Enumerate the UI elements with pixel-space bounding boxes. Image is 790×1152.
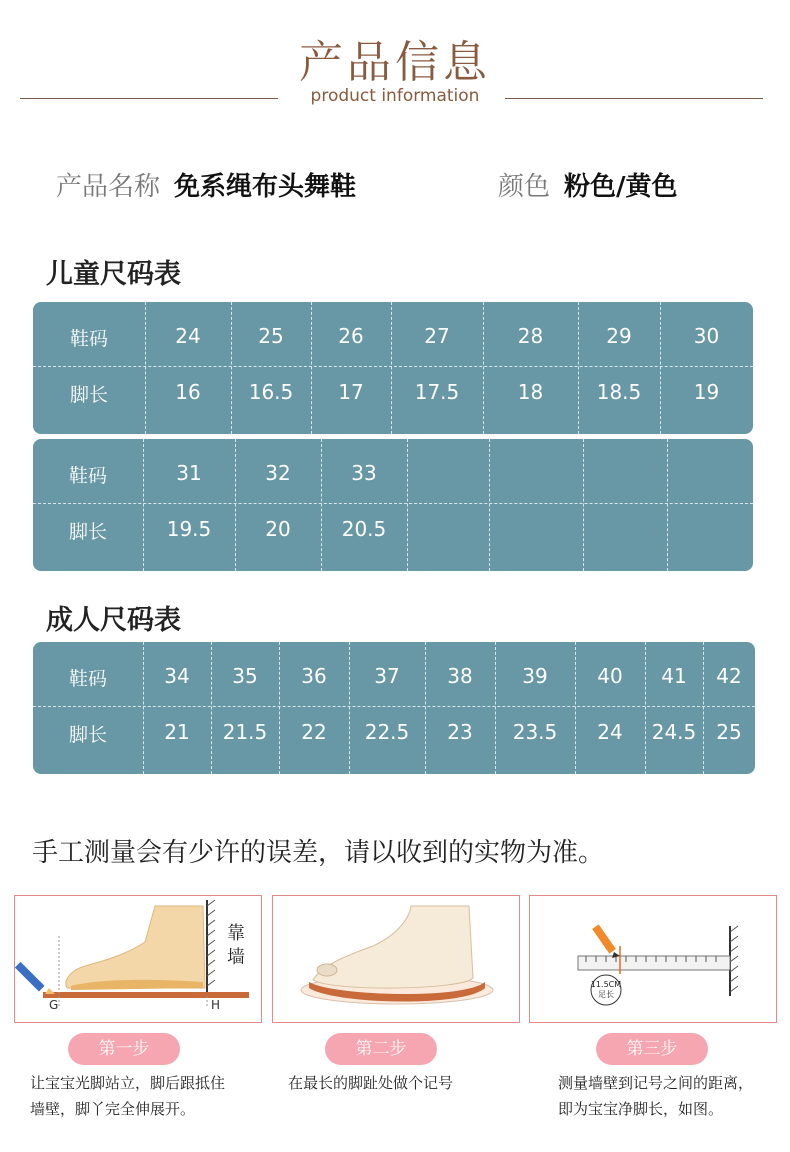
step2-badge: 第二步 xyxy=(325,1033,437,1065)
step2-line1: 在最长的脚趾处做个记号 xyxy=(288,1074,454,1092)
row-label-size: 鞋码 xyxy=(68,465,107,487)
length-cell: 16.5 xyxy=(248,380,294,404)
column-divider xyxy=(660,302,661,434)
column-divider xyxy=(583,439,584,571)
row-divider xyxy=(33,503,753,504)
length-cell: 24 xyxy=(597,720,623,744)
length-cell: 17.5 xyxy=(414,380,460,404)
length-cell: 20 xyxy=(265,517,291,541)
page-title: 产品信息 xyxy=(299,37,491,88)
marker-h: H xyxy=(211,998,221,1012)
column-divider xyxy=(483,302,484,434)
length-cell: 23.5 xyxy=(512,720,558,744)
step3-description xyxy=(558,1070,753,1122)
length-cell: 18.5 xyxy=(596,380,642,404)
marker-g: G xyxy=(49,998,59,1012)
product-color-row xyxy=(498,166,678,203)
size-cell: 32 xyxy=(265,461,291,485)
step3-badge: 第三步 xyxy=(596,1033,708,1065)
row-label-length: 脚长 xyxy=(68,724,107,746)
length-cell: 18 xyxy=(517,380,544,404)
product-name-row xyxy=(56,166,356,203)
step3-line1: 测量墙壁到记号之间的距离， xyxy=(558,1074,754,1092)
size-cell: 28 xyxy=(517,324,544,348)
length-cell: 23 xyxy=(447,720,473,744)
step3-line2: 即为宝宝净脚长，如图。 xyxy=(558,1100,724,1118)
column-divider xyxy=(349,642,350,774)
step1-line2: 墙壁，脚丫完全伸展开。 xyxy=(30,1100,196,1118)
row-label-length: 脚长 xyxy=(69,384,108,406)
size-cell: 31 xyxy=(176,461,202,485)
size-cell: 24 xyxy=(175,324,201,348)
length-cell: 19.5 xyxy=(166,517,212,541)
length-cell: 16 xyxy=(175,380,201,404)
column-divider xyxy=(425,642,426,774)
wall-text: 靠墙 xyxy=(227,923,245,968)
size-cell: 27 xyxy=(424,324,450,348)
row-divider xyxy=(33,706,755,707)
length-cell: 25 xyxy=(716,720,742,744)
kids-table-title: 儿童尺码表 xyxy=(46,259,181,290)
size-cell: 40 xyxy=(597,664,623,688)
adult-table-title: 成人尺码表 xyxy=(46,605,181,636)
step1-line1: 让宝宝光脚站立，脚后跟抵住 xyxy=(30,1074,226,1092)
size-cell: 42 xyxy=(716,664,742,688)
size-cell: 38 xyxy=(447,664,473,688)
size-cell: 25 xyxy=(258,324,284,348)
step2-illustration xyxy=(272,895,520,1023)
size-cell: 39 xyxy=(522,664,548,688)
column-divider xyxy=(578,302,579,434)
measurement-note: 手工测量会有少许的误差，请以收到的实物为准。 xyxy=(32,838,605,868)
column-divider xyxy=(575,642,576,774)
column-divider xyxy=(143,642,144,774)
size-cell: 33 xyxy=(351,461,377,485)
column-divider xyxy=(143,439,144,571)
wall-label xyxy=(227,922,247,970)
column-divider xyxy=(391,302,392,434)
column-divider xyxy=(667,439,668,571)
length-cell: 22 xyxy=(301,720,327,744)
length-cell: 21.5 xyxy=(222,720,268,744)
column-divider xyxy=(231,302,232,434)
column-divider xyxy=(495,642,496,774)
column-divider xyxy=(703,642,704,774)
badge-label: 足长 xyxy=(598,990,614,999)
column-divider xyxy=(645,642,646,774)
size-cell: 41 xyxy=(661,664,687,688)
column-divider xyxy=(489,439,490,571)
column-divider xyxy=(321,439,322,571)
kids-size-table-part2 xyxy=(33,439,753,571)
step1-illustration xyxy=(14,895,262,1023)
length-cell: 21 xyxy=(164,720,190,744)
column-divider xyxy=(145,302,146,434)
row-label-size: 鞋码 xyxy=(69,328,108,350)
size-cell: 30 xyxy=(693,324,720,348)
product-color-label: 颜色 xyxy=(498,172,551,202)
length-cell: 17 xyxy=(338,380,364,404)
size-cell: 34 xyxy=(164,664,190,688)
length-cell: 19 xyxy=(693,380,720,404)
column-divider xyxy=(279,642,280,774)
step3-illustration xyxy=(529,895,777,1023)
foot-mark-illustration xyxy=(273,896,519,1022)
measurement-badge xyxy=(588,980,624,1000)
step2-description xyxy=(288,1070,453,1096)
badge-length: 11.5CM xyxy=(590,980,622,989)
length-cell: 24.5 xyxy=(651,720,697,744)
product-color-value: 粉色/黄色 xyxy=(564,172,678,202)
step1-badge: 第一步 xyxy=(68,1033,180,1065)
row-divider xyxy=(33,366,753,367)
product-name-value: 免系绳布头舞鞋 xyxy=(174,172,357,202)
product-name-label: 产品名称 xyxy=(56,172,161,202)
row-label-length: 脚长 xyxy=(68,521,107,543)
page-subtitle: product information xyxy=(310,86,480,106)
step1-description xyxy=(30,1070,225,1122)
column-divider xyxy=(235,439,236,571)
size-cell: 29 xyxy=(606,324,632,348)
size-cell: 36 xyxy=(301,664,327,688)
size-cell: 35 xyxy=(232,664,258,688)
ruler-measure-illustration xyxy=(530,896,776,1022)
column-divider xyxy=(407,439,408,571)
length-cell: 22.5 xyxy=(364,720,410,744)
size-cell: 37 xyxy=(374,664,400,688)
column-divider xyxy=(211,642,212,774)
column-divider xyxy=(311,302,312,434)
length-cell: 20.5 xyxy=(341,517,387,541)
row-label-size: 鞋码 xyxy=(68,668,107,690)
size-cell: 26 xyxy=(338,324,364,348)
kids-size-table-part1 xyxy=(33,302,753,434)
adult-size-table xyxy=(33,642,755,774)
